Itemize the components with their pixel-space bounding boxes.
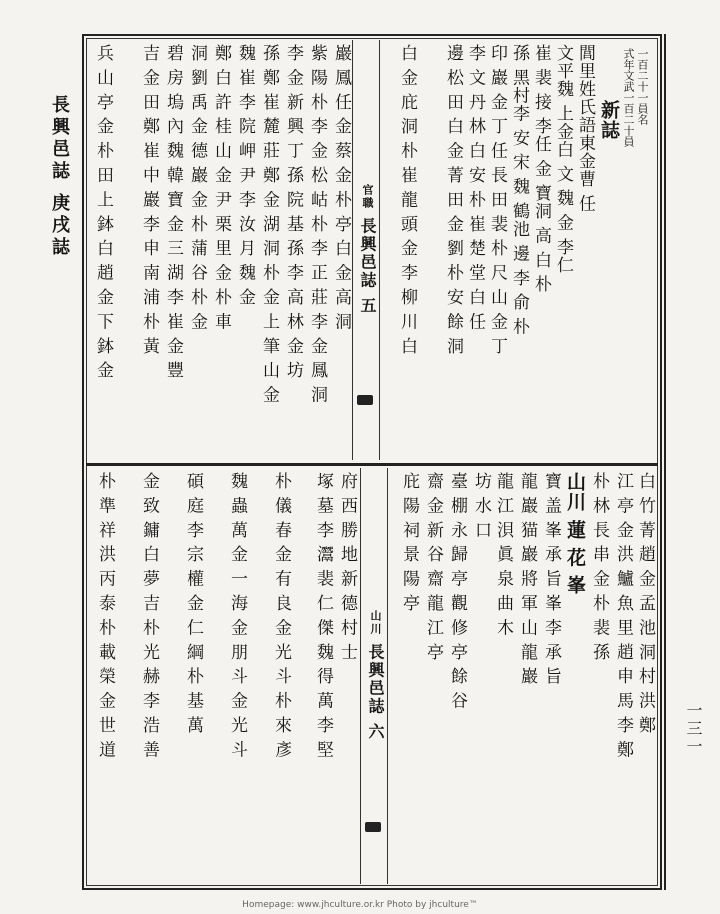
center-label-bottom: 長興邑誌: [366, 644, 385, 716]
text-column: 孫 鄭 崔 麓 莊 鄭 金 湖 洞 朴 金 上 筆 山 金: [259, 44, 279, 404]
text-column: 朴 儀 春 金 有 良 金 光 斗 朴 來 彥: [271, 472, 291, 759]
center-label-top: 長興邑誌: [358, 218, 377, 290]
middle-divider: [86, 463, 658, 466]
section-heading-mountains: 山川 蓮 花 峯: [564, 472, 586, 595]
center-num-bottom: 六: [366, 723, 385, 742]
section-heading: 新誌: [598, 100, 620, 140]
center-num-top: 五: [358, 297, 377, 316]
text-column: 巖 鳳 任 金 蔡 金 朴 亭 白 金 高 洞: [331, 44, 351, 331]
book-title: 長興邑誌 庚戌誌: [49, 95, 70, 260]
text-column: 兵 山 亭 金 朴 田 上 鉢 白 趙 金 下 鉢 金: [93, 44, 113, 380]
text-column: 文平魏 上金白 文 魏 金 李仁: [553, 44, 573, 275]
text-column: 一百二十一員名: [636, 48, 649, 125]
text-column: 白 金 庇 洞 朴 崔 龍 頭 金 李 柳 川 白: [397, 44, 417, 355]
text-column: 閭里姓氏語東金曹 任: [575, 44, 595, 213]
text-column: 龍 巖 猫 巖 將 軍 山 龍 巖: [517, 472, 537, 686]
page-number: 一三一: [684, 702, 703, 756]
text-column: 式年文武一百二十員: [622, 48, 635, 147]
text-column: 紫 陽 朴 李 金 松 岵 朴 李 正 莊 李 金 鳳 洞: [307, 44, 327, 404]
text-column: 朴 林 長 串 金 朴 裴 孫: [589, 472, 609, 661]
text-column: 印 巖 金 丁 任 長 田 裴 朴 尺 山 金 丁: [487, 44, 507, 355]
text-column: 碩 庭 李 宗 權 金 仁 綱 朴 基 萬: [183, 472, 203, 735]
text-column: 鄭 白 許 桂 山 金 尹 栗 里 金 朴 車: [211, 44, 231, 331]
photo-credit-footer: Homepage: www.jhculture.or.kr Photo by jhculture™: [242, 900, 478, 910]
text-column: 白 竹 菁 趙 金 孟 池 洞 村 洪 鄭: [635, 472, 655, 735]
text-column: 庇 陽 祠 景 陽 亭: [399, 472, 419, 613]
text-column: 李 文 丹 林 白 安 朴 崔 楚 堂 白 任: [465, 44, 485, 331]
text-column: 坊 水 口: [471, 472, 491, 539]
text-column: 孫 黑村李 安 宋 魏 鶴池 邊 李 俞 朴: [509, 44, 529, 336]
text-column: 碧 房 塢 內 魏 韓 寶 金 三 湖 李 崔 金 豐: [163, 44, 183, 380]
text-column: 金 致 鏞 白 夢 吉 朴 光 赫 李 浩 善: [139, 472, 159, 759]
text-column: 崔 裴 接 李任 金 寶洞 高 白 朴: [531, 44, 551, 294]
text-column: 府 西 勝 地 新 德 村 士: [337, 472, 357, 661]
text-column: 朴 準 祥 洪 丙 泰 朴 載 榮 金 世 道: [95, 472, 115, 759]
text-column: 臺 棚 永 歸 亭 觀 修 亭 餘 谷: [447, 472, 467, 710]
text-column: 李 金 新 興 丁 孫 院 基 孫 李 高 林 金 坊: [283, 44, 303, 380]
text-column: 魏 崔 李 院 岬 尹 李 汝 月 魏 金: [235, 44, 255, 307]
text-column: 吉 金 田 鄭 崔 中 巖 李 申 南 浦 朴 黃: [139, 44, 159, 355]
text-column: 邊 松 田 白 金 菁 田 金 劉 朴 安 餘 洞: [443, 44, 463, 355]
right-border-bar: [664, 34, 676, 890]
text-column: 龍 江 浿 眞 泉 曲 木: [493, 472, 513, 637]
center-sub-top: 官職: [361, 184, 374, 211]
text-column: 齋 金 新 谷 齋 龍 江 亭: [423, 472, 443, 661]
fish-tail-mark-bottom: [365, 822, 381, 832]
text-column: 寶 盖 峯 承 旨 峯 李 承 旨: [541, 472, 561, 686]
text-column: 魏 蟲 萬 金 一 海 金 朋 斗 金 光 斗: [227, 472, 247, 759]
text-column: 洞 劉 禹 金 德 巖 金 朴 蒲 谷 朴 金: [187, 44, 207, 331]
fish-tail-mark-top: [357, 395, 373, 405]
center-sub-bottom: 山川: [369, 610, 382, 637]
text-column: 江 亭 金 洪 鱸 魚 里 趙 申 馬 李 鄭: [613, 472, 633, 759]
text-column: 塚 墓 李 灊 裴 仁 傑 魏 得 萬 李 堅: [313, 472, 333, 759]
